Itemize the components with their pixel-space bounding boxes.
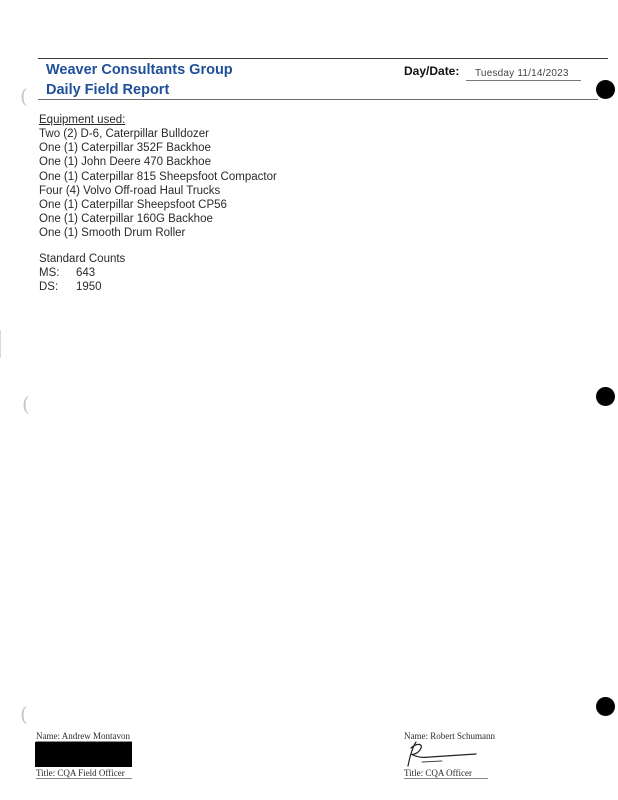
list-item: Four (4) Volvo Off-road Haul Trucks — [39, 184, 221, 197]
count-value: 643 — [76, 267, 96, 279]
report-title: Daily Field Report — [46, 82, 170, 98]
punch-hole-middle — [596, 387, 615, 406]
handwritten-signature — [402, 738, 482, 770]
punch-hole-top — [596, 80, 615, 99]
date-label: Day/Date: — [404, 64, 460, 78]
list-item: Two (2) D-6, Caterpillar Bulldozer — [39, 128, 210, 140]
equipment-heading: Equipment used: — [39, 114, 126, 126]
count-row-ds — [39, 280, 102, 294]
report-title-rule — [38, 99, 598, 100]
list-item: One (1) Caterpillar Sheepsfoot CP56 — [39, 198, 227, 211]
list-item: One (1) Smooth Drum Roller — [39, 227, 186, 240]
count-value: 1950 — [76, 281, 102, 293]
binder-bracket-bottom: ( — [20, 702, 28, 726]
list-item: One (1) John Deere 470 Backhoe — [39, 156, 211, 169]
count-label: DS: — [39, 281, 59, 293]
count-label: MS: — [39, 267, 60, 279]
right-signer-name: Name: Robert Schumann — [404, 731, 495, 741]
date-underline — [466, 80, 581, 81]
redacted-signature — [35, 742, 132, 767]
list-item: One (1) Caterpillar 352F Backhoe — [39, 142, 211, 155]
left-signer-name: Name: Andrew Montavon — [36, 731, 130, 741]
equipment-list — [39, 127, 277, 241]
left-signer-title: Title: CQA Field Officer — [36, 768, 125, 778]
binder-bracket-middle: ( — [22, 392, 30, 416]
binder-bracket-top: ( — [20, 84, 28, 108]
punch-hole-bottom — [596, 697, 615, 716]
count-row-ms — [39, 266, 95, 280]
left-title-rule — [36, 778, 132, 779]
standard-counts-heading: Standard Counts — [39, 253, 126, 265]
company-name: Weaver Consultants Group — [46, 62, 233, 78]
list-item: One (1) Caterpillar 815 Sheepsfoot Compactor — [39, 170, 277, 183]
date-value: Tuesday 11/14/2023 — [475, 68, 569, 79]
right-title-rule — [404, 778, 488, 779]
list-item: One (1) Caterpillar 160G Backhoe — [39, 213, 213, 226]
header-top-rule — [38, 58, 608, 59]
scan-edge-mark — [0, 330, 1, 358]
right-signer-title: Title: CQA Officer — [404, 768, 473, 778]
